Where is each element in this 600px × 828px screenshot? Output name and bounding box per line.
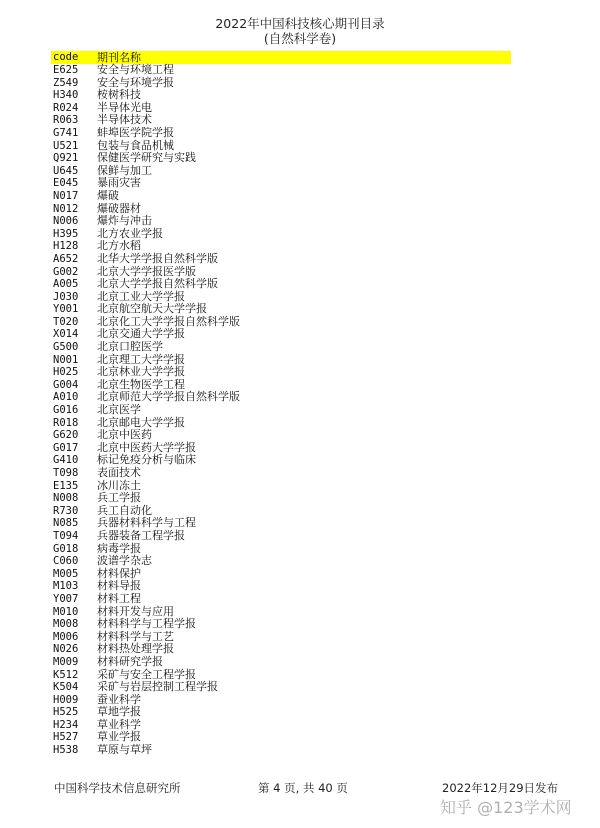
header-name: 期刊名称 [97, 51, 141, 64]
journal-name: 半导体光电 [97, 100, 152, 114]
journal-name: 蚕业科学 [97, 692, 141, 706]
journal-code: R063 [53, 114, 79, 127]
journal-code: Q921 [53, 152, 79, 165]
journal-name: 北京化工大学学报自然科学版 [97, 314, 240, 328]
table-row [51, 89, 511, 102]
journal-code: G004 [53, 378, 79, 391]
journal-code: E625 [53, 64, 79, 76]
table-row [51, 618, 511, 631]
journal-code: G741 [53, 126, 79, 139]
journal-code: N001 [53, 353, 79, 366]
journal-name: 兵器材料科学与工程 [97, 516, 196, 530]
journal-name: 北京航空航天大学学报 [97, 302, 207, 316]
journal-code: M103 [53, 580, 79, 593]
journal-name: 安全与环境学报 [97, 75, 174, 89]
journal-code: U645 [53, 164, 79, 177]
table-row [51, 530, 511, 543]
journal-code: E045 [53, 177, 79, 190]
journal-name: 北京医学 [97, 403, 141, 417]
journal-code: G016 [53, 404, 79, 417]
journal-name: 保鲜与加工 [97, 163, 152, 177]
journal-name: 爆炸与冲击 [97, 214, 152, 228]
journal-name: 北京工业大学学报 [97, 289, 185, 303]
document-title: 2022年中国科技核心期刊目录 [215, 16, 385, 31]
table-row [51, 404, 511, 417]
journal-name: 材料开发与应用 [97, 604, 174, 618]
journal-name: 材料科学与工程学报 [97, 617, 196, 631]
journal-code: N012 [53, 202, 79, 215]
journal-code: R024 [53, 101, 79, 114]
journal-name: 材料热处理学报 [97, 642, 174, 656]
journal-name: 安全与环境工程 [97, 63, 174, 76]
journal-code: R018 [53, 416, 79, 429]
journal-name: 材料保护 [97, 566, 141, 580]
journal-code: A010 [53, 391, 79, 404]
journal-name: 北京中医药 [97, 428, 152, 442]
journal-name: 兵器装备工程学报 [97, 528, 185, 542]
journal-name: 爆破 [97, 188, 119, 202]
journal-name: 包装与食品机械 [97, 138, 174, 152]
journal-code: C060 [53, 555, 79, 568]
journal-name: 采矿与岩层控制工程学报 [97, 680, 218, 694]
header-code: code [53, 51, 79, 63]
journal-code: E135 [53, 479, 79, 492]
journal-name: 桉树科技 [97, 88, 141, 102]
journal-list [51, 64, 511, 757]
journal-code: A005 [53, 278, 79, 291]
journal-code: G018 [53, 542, 79, 555]
journal-code: N006 [53, 215, 79, 228]
journal-name: 草业科学 [97, 717, 141, 731]
table-row [51, 706, 511, 719]
journal-code: H340 [53, 89, 79, 102]
journal-code: H009 [53, 693, 79, 706]
table-row [51, 656, 511, 669]
journal-name: 病毒学报 [97, 541, 141, 555]
journal-name: 爆破器材 [97, 201, 141, 215]
journal-name: 暴雨灾害 [97, 176, 141, 190]
table-row [51, 127, 511, 140]
journal-name: 北华大学学报自然科学版 [97, 251, 218, 265]
journal-name: 北京中医药大学学报 [97, 440, 196, 454]
journal-name: 北京邮电大学学报 [97, 415, 185, 429]
table-row [51, 190, 511, 203]
journal-code: G620 [53, 429, 79, 442]
table-row [51, 744, 511, 757]
journal-code: K512 [53, 668, 79, 681]
journal-name: 材料科学与工艺 [97, 629, 174, 643]
journal-code: G002 [53, 265, 79, 278]
table-row [51, 681, 511, 694]
journal-name: 北京大学学报医学版 [97, 264, 196, 278]
journal-name: 北京交通大学学报 [97, 327, 185, 341]
journal-name: 北京林业大学学报 [97, 365, 185, 379]
journal-name: 兵工学报 [97, 491, 141, 505]
journal-name: 草业学报 [97, 730, 141, 744]
journal-code: H025 [53, 366, 79, 379]
journal-name: 北方水稻 [97, 239, 141, 253]
journal-code: T098 [53, 467, 79, 479]
footer-org: 中国科学技术信息研究所 [54, 781, 181, 795]
journal-code: X014 [53, 328, 79, 341]
table-row [51, 303, 511, 316]
table-row [51, 278, 511, 291]
journal-code: M005 [53, 567, 79, 580]
journal-name: 材料工程 [97, 591, 141, 605]
journal-code: K504 [53, 681, 79, 694]
journal-name: 表面技术 [97, 466, 141, 479]
journal-name: 北京理工大学学报 [97, 352, 185, 366]
journal-name: 北京大学学报自然科学版 [97, 277, 218, 291]
table-row [51, 492, 511, 505]
table-row [51, 555, 511, 568]
journal-name: 草原与草坪 [97, 743, 152, 757]
table-row [51, 64, 511, 77]
journal-code: Y007 [53, 592, 79, 605]
journal-name: 半导体技术 [97, 113, 152, 127]
journal-code: N085 [53, 517, 79, 530]
journal-code: G410 [53, 454, 79, 467]
table-row [51, 341, 511, 354]
journal-name: 采矿与安全工程学报 [97, 667, 196, 681]
journal-code: H538 [53, 744, 79, 757]
footer-page: 第 4 页, 共 40 页 [258, 781, 348, 795]
table-row [51, 467, 511, 480]
journal-code: H395 [53, 227, 79, 240]
journal-code: H128 [53, 240, 79, 253]
journal-code: M008 [53, 618, 79, 631]
journal-name: 标记免疫分析与临床 [97, 453, 196, 467]
journal-code: N008 [53, 492, 79, 505]
footer-date: 2022年12月29日发布 [442, 781, 559, 795]
journal-name: 北方农业学报 [97, 226, 163, 240]
journal-code: Z549 [53, 76, 79, 89]
journal-code: U521 [53, 139, 79, 152]
journal-name: 蚌埠医学院学报 [97, 125, 174, 139]
journal-code: A652 [53, 252, 79, 265]
journal-name: 材料研究学报 [97, 654, 163, 668]
journal-name: 兵工自动化 [97, 503, 152, 517]
journal-name: 保健医学研究与实践 [97, 151, 196, 165]
journal-name: 材料导报 [97, 579, 141, 593]
journal-code: G500 [53, 341, 79, 354]
journal-code: T020 [53, 315, 79, 328]
journal-code: M010 [53, 605, 79, 618]
journal-code: Y001 [53, 303, 79, 316]
journal-code: T094 [53, 529, 79, 542]
journal-code: G017 [53, 441, 79, 454]
watermark: 知乎 @123学术网 [440, 798, 572, 817]
journal-code: H525 [53, 706, 79, 719]
table-row [51, 253, 511, 266]
journal-code: H527 [53, 731, 79, 744]
journal-name: 北京师范大学学报自然科学版 [97, 390, 240, 404]
journal-name: 北京生物医学工程 [97, 377, 185, 391]
journal-code: J030 [53, 290, 79, 303]
journal-code: R730 [53, 504, 79, 517]
table-row [51, 177, 511, 190]
journal-name: 草地学报 [97, 705, 141, 719]
journal-code: M006 [53, 630, 79, 643]
table-row [51, 215, 511, 228]
document-subtitle: (自然科学卷) [263, 31, 337, 46]
journal-code: N026 [53, 643, 79, 656]
table-row [51, 429, 511, 442]
journal-name: 冰川冻土 [97, 478, 141, 492]
journal-code: H234 [53, 718, 79, 731]
table-row [51, 152, 511, 165]
journal-name: 波谱学杂志 [97, 554, 152, 568]
journal-code: N017 [53, 189, 79, 202]
journal-code: M009 [53, 655, 79, 668]
table-row [51, 593, 511, 606]
journal-name: 北京口腔医学 [97, 340, 163, 354]
table-row [51, 366, 511, 379]
